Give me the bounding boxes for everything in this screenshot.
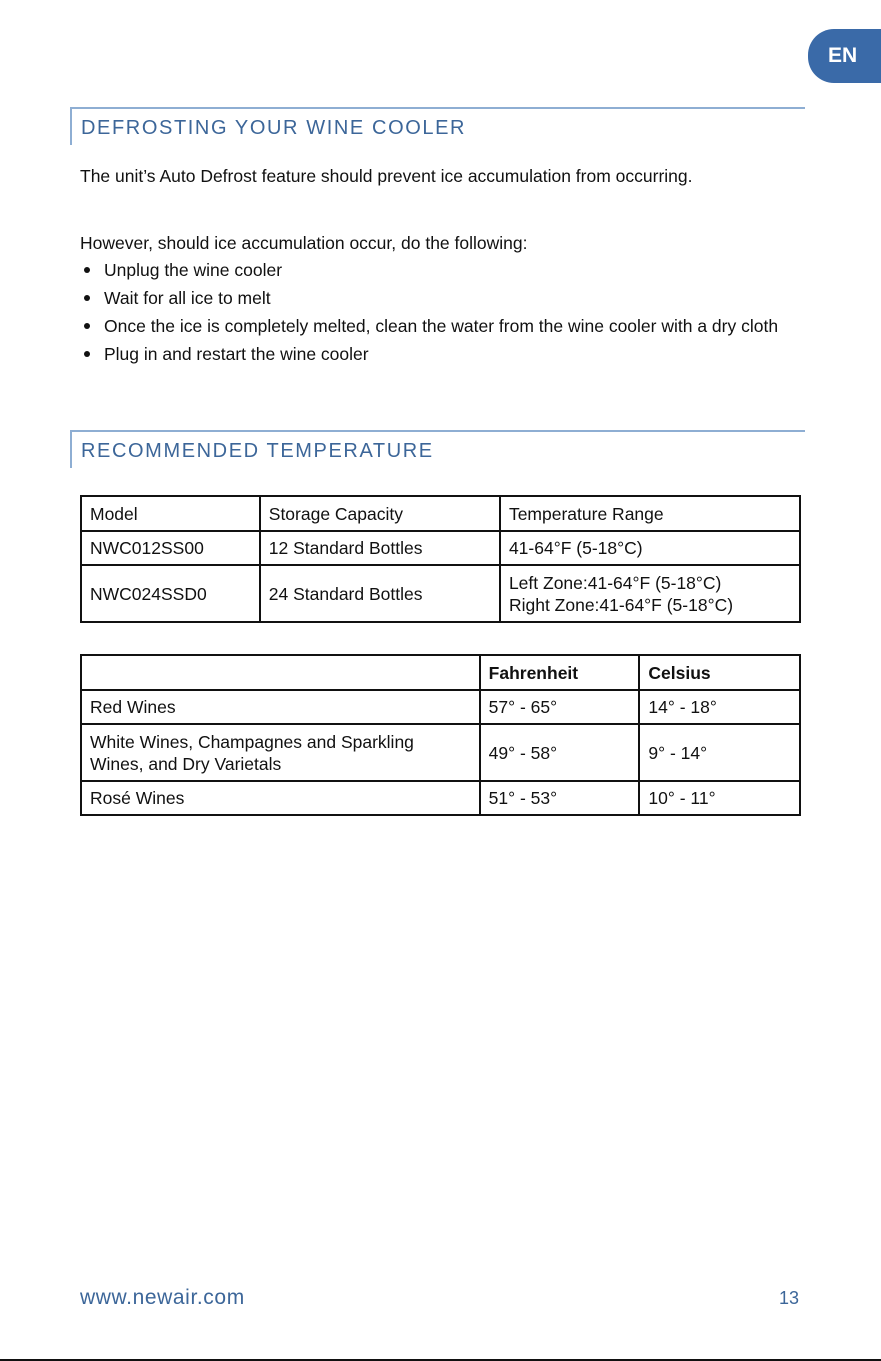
section-heading-temperature — [70, 430, 805, 468]
list-item: Plug in and restart the wine cooler — [80, 340, 780, 368]
section-title-defrosting: DEFROSTING YOUR WINE COOLER — [81, 117, 467, 139]
bullet-icon — [84, 295, 90, 301]
cell-capacity: 12 Standard Bottles — [260, 531, 500, 565]
cell-model: NWC024SSD0 — [81, 565, 260, 622]
cell-fahrenheit: 51° - 53° — [480, 781, 640, 815]
cell-range — [500, 565, 800, 622]
defrost-steps-list — [80, 256, 780, 368]
bullet-icon — [84, 267, 90, 273]
table-row — [81, 531, 800, 565]
intro-paragraph: The unit’s Auto Defrost feature should prevent ice accumulation from occurring. — [80, 166, 693, 186]
table-row — [81, 690, 800, 724]
range-left-zone: Left Zone:41-64°F (5-18°C) — [508, 572, 722, 593]
page-number: 13 — [779, 1288, 800, 1308]
language-tab — [808, 29, 881, 83]
cell-wine: White Wines, Champagnes and Sparkling Wines, and Dry Varietals — [81, 724, 480, 781]
header-capacity: Storage Capacity — [260, 496, 500, 531]
bullet-icon — [84, 323, 90, 329]
cell-celsius: 9° - 14° — [639, 724, 800, 781]
lead-paragraph: However, should ice accumulation occur, do the following: — [80, 233, 528, 253]
cell-fahrenheit: 49° - 58° — [480, 724, 640, 781]
table-header-row — [81, 655, 800, 690]
list-item: Once the ice is completely melted, clean the water from the wine cooler with a dry cloth — [80, 312, 780, 340]
cell-range: 41-64°F (5-18°C) — [500, 531, 800, 565]
table-row — [81, 724, 800, 781]
table-header-row — [81, 496, 800, 531]
header-range: Temperature Range — [500, 496, 800, 531]
list-item: Unplug the wine cooler — [80, 256, 780, 284]
header-wine — [81, 655, 480, 690]
language-label: EN — [828, 44, 858, 67]
cell-celsius: 10° - 11° — [639, 781, 800, 815]
footer-website-link[interactable]: www.newair.com — [80, 1286, 245, 1309]
wines-table — [80, 654, 801, 816]
bullet-icon — [84, 351, 90, 357]
cell-celsius: 14° - 18° — [639, 690, 800, 724]
table-row — [81, 781, 800, 815]
table-row — [81, 565, 800, 622]
header-celsius: Celsius — [639, 655, 800, 690]
cell-wine: Rosé Wines — [81, 781, 480, 815]
section-heading-defrosting — [70, 107, 805, 145]
models-table — [80, 495, 801, 623]
range-right-zone: Right Zone:41-64°F (5-18°C) — [508, 594, 734, 615]
cell-wine: Red Wines — [81, 690, 480, 724]
list-item: Wait for all ice to melt — [80, 284, 780, 312]
header-fahrenheit: Fahrenheit — [480, 655, 640, 690]
section-title-temperature: RECOMMENDED TEMPERATURE — [81, 440, 434, 462]
header-model: Model — [81, 496, 260, 531]
cell-fahrenheit: 57° - 65° — [480, 690, 640, 724]
cell-capacity: 24 Standard Bottles — [260, 565, 500, 622]
cell-model: NWC012SS00 — [81, 531, 260, 565]
